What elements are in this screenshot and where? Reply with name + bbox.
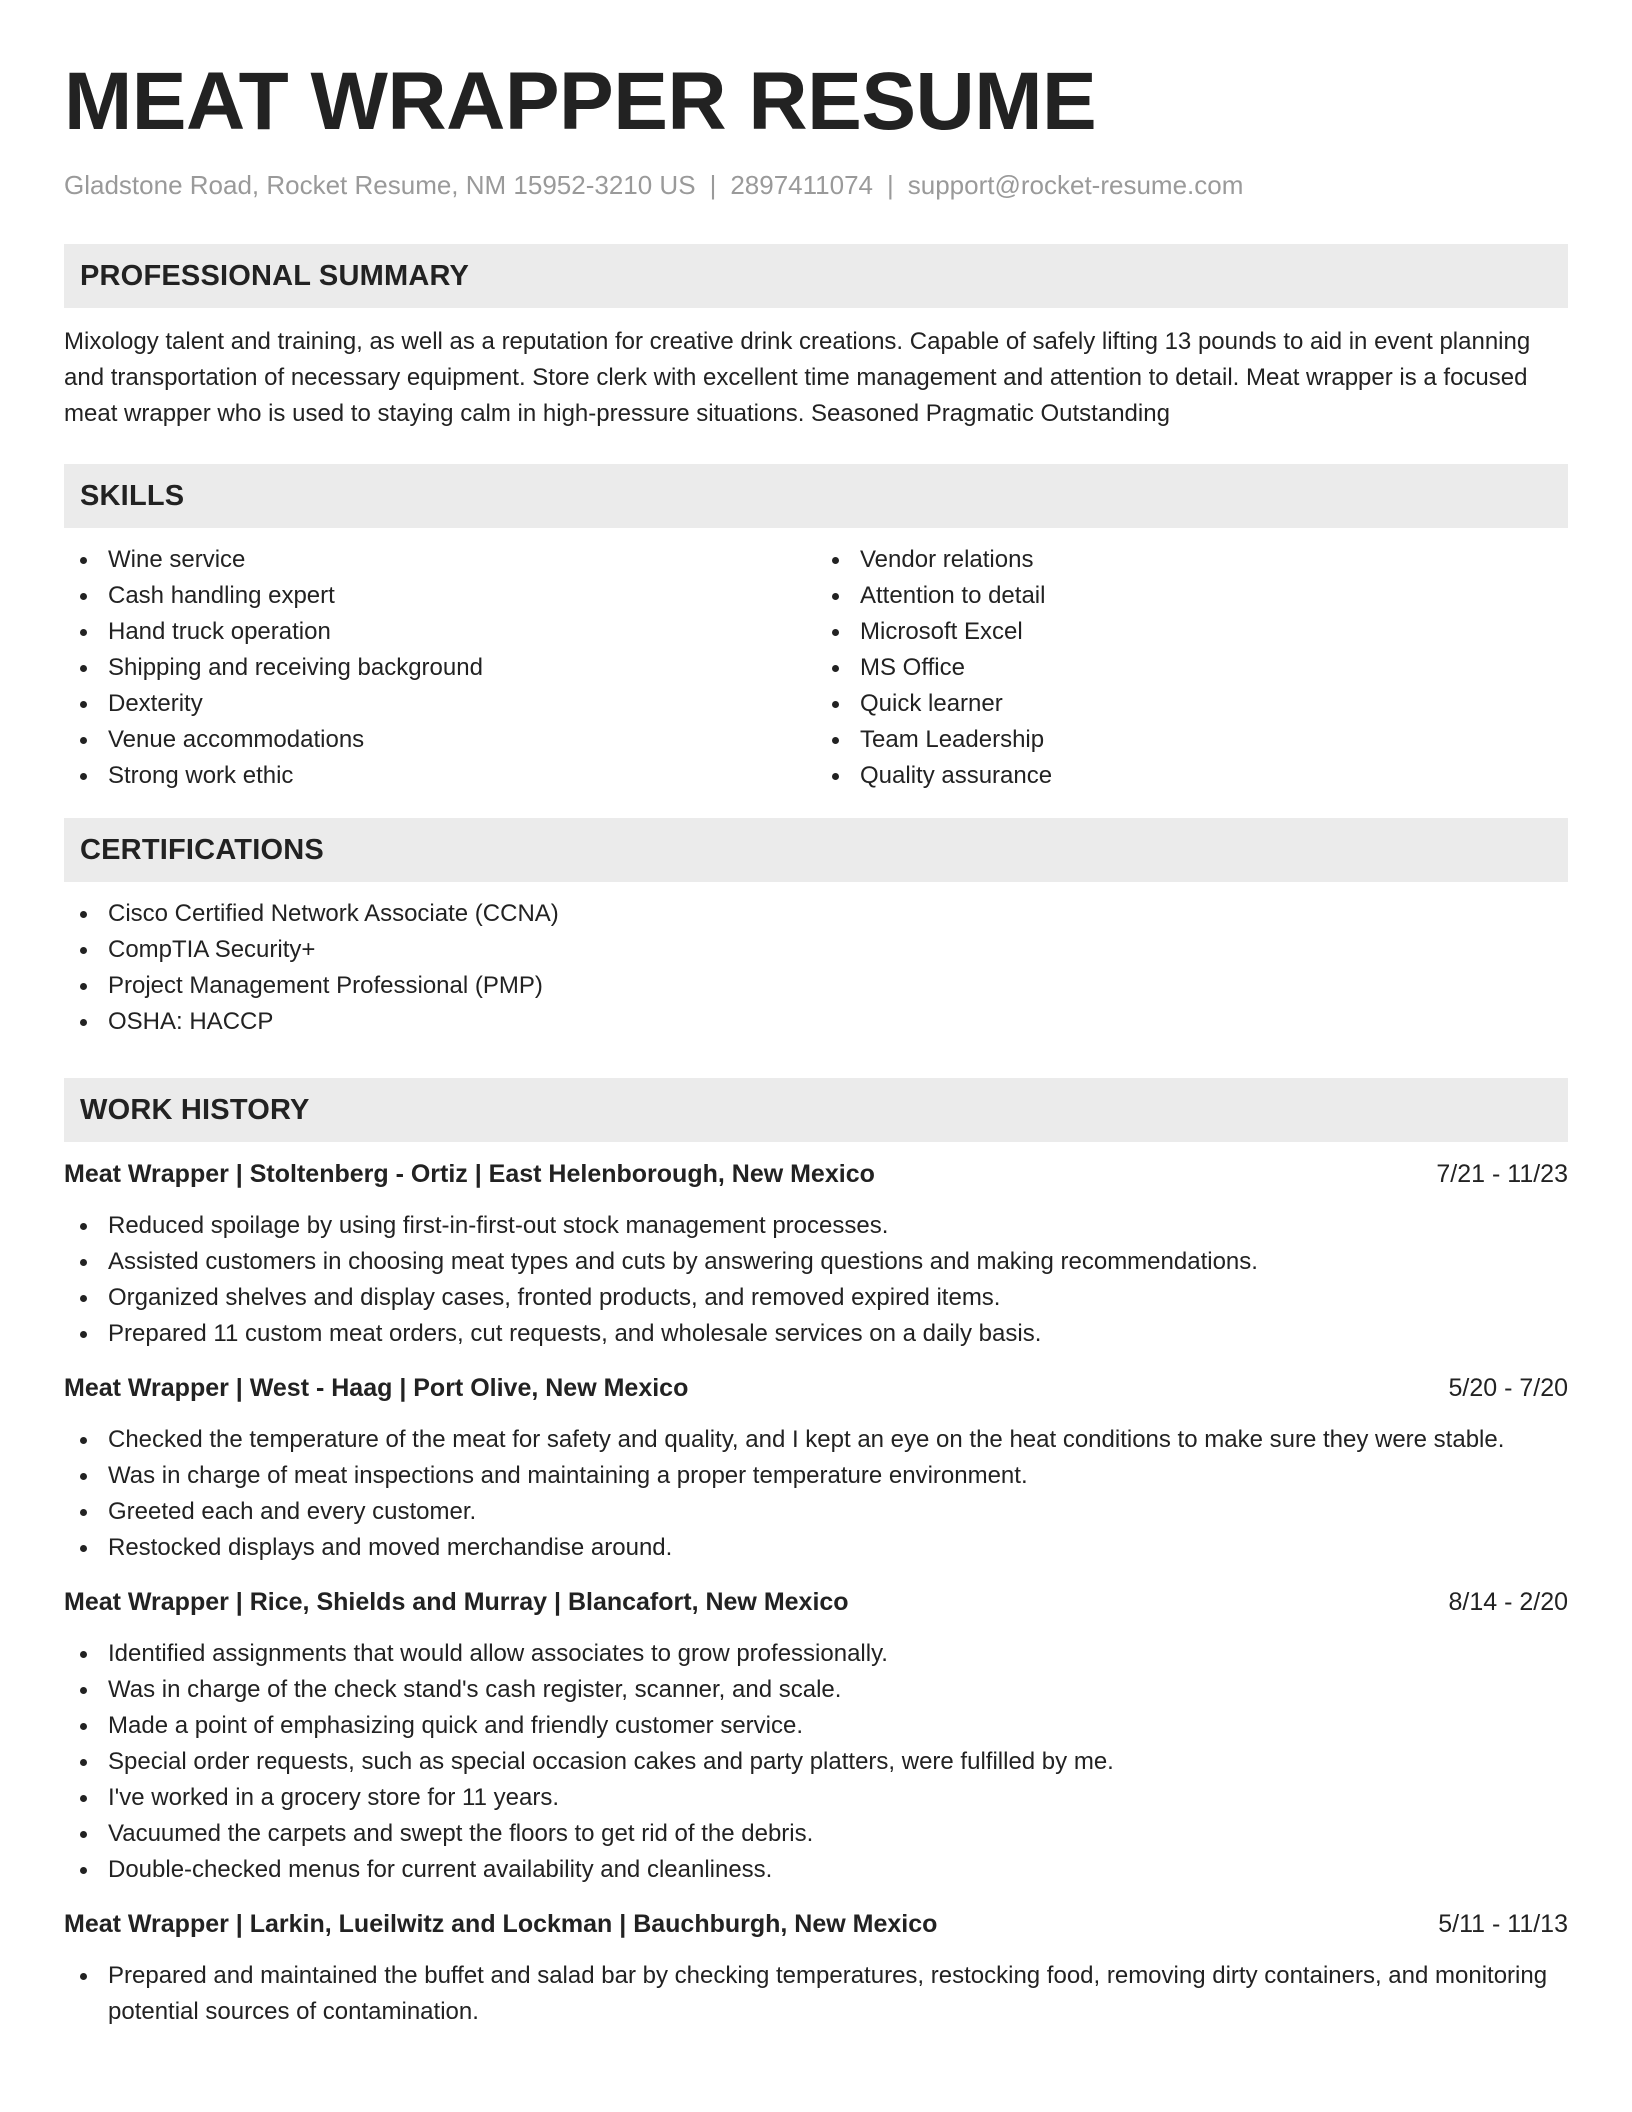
list-item: Was in charge of meat inspections and maintaining a proper temperature environment. — [64, 1458, 1568, 1494]
section-header-certifications: CERTIFICATIONS — [64, 818, 1568, 882]
list-item: OSHA: HACCP — [64, 1004, 1568, 1040]
job-entry — [64, 1906, 1568, 2030]
skills-column-right — [816, 542, 1568, 794]
job-entry — [64, 1370, 1568, 1566]
list-item: Attention to detail — [816, 578, 1568, 614]
list-item: Checked the temperature of the meat for safety and quality, and I kept an eye on the heat conditions to make sure they were stable. — [64, 1422, 1568, 1458]
list-item: Cisco Certified Network Associate (CCNA) — [64, 896, 1568, 932]
job-title: Meat Wrapper | Larkin, Lueilwitz and Lockman | Bauchburgh, New Mexico — [64, 1910, 938, 1938]
job-header — [64, 1584, 1568, 1620]
contact-email: support@rocket-resume.com — [907, 170, 1244, 200]
contact-separator: | — [709, 170, 717, 200]
list-item: Shipping and receiving background — [64, 650, 816, 686]
job-dates: 5/20 - 7/20 — [1448, 1374, 1568, 1402]
list-item: Prepared 11 custom meat orders, cut requests, and wholesale services on a daily basis. — [64, 1316, 1568, 1352]
list-item: Dexterity — [64, 686, 816, 722]
list-item: Strong work ethic — [64, 758, 816, 794]
skills-grid — [64, 542, 1568, 794]
list-item: Organized shelves and display cases, fronted products, and removed expired items. — [64, 1280, 1568, 1316]
list-item: Hand truck operation — [64, 614, 816, 650]
job-bullets — [64, 1958, 1568, 2030]
job-bullets — [64, 1636, 1568, 1888]
job-dates: 8/14 - 2/20 — [1448, 1588, 1568, 1616]
list-item: I've worked in a grocery store for 11 years. — [64, 1780, 1568, 1816]
job-bullets — [64, 1208, 1568, 1352]
contact-phone: 2897411074 — [730, 170, 873, 200]
job-header — [64, 1370, 1568, 1406]
job-header — [64, 1156, 1568, 1192]
list-item: Wine service — [64, 542, 816, 578]
list-item: Prepared and maintained the buffet and salad bar by checking temperatures, restocking food, removing dirty containers, and monitoring potential sources of contamination. — [64, 1958, 1568, 2030]
list-item: Made a point of emphasizing quick and friendly customer service. — [64, 1708, 1568, 1744]
section-header-work-history: WORK HISTORY — [64, 1078, 1568, 1142]
list-item: Team Leadership — [816, 722, 1568, 758]
contact-line — [64, 168, 1568, 202]
list-item: Greeted each and every customer. — [64, 1494, 1568, 1530]
list-item: CompTIA Security+ — [64, 932, 1568, 968]
job-header — [64, 1906, 1568, 1942]
contact-separator: | — [887, 170, 894, 200]
job-title: Meat Wrapper | West - Haag | Port Olive, New Mexico — [64, 1374, 689, 1402]
job-entry — [64, 1584, 1568, 1888]
list-item: Cash handling expert — [64, 578, 816, 614]
section-header-skills: SKILLS — [64, 464, 1568, 528]
list-item: Vendor relations — [816, 542, 1568, 578]
job-dates: 5/11 - 11/13 — [1438, 1910, 1568, 1938]
job-title: Meat Wrapper | Rice, Shields and Murray | Blancafort, New Mexico — [64, 1588, 849, 1616]
list-item: Restocked displays and moved merchandise around. — [64, 1530, 1568, 1566]
summary-text: Mixology talent and training, as well as a reputation for creative drink creations. Capable of safely lifting 13 pounds to aid in event planning and transportation of necessary equipment. Store clerk with excellent time management and attention to detail. Meat wrapper is a focused meat wrapper who is used to staying calm in high-pressure situations. Seasoned Pragmatic Outstanding — [64, 328, 1531, 427]
list-item: Double-checked menus for current availability and cleanliness. — [64, 1852, 1568, 1888]
list-item: Reduced spoilage by using first-in-first-out stock management processes. — [64, 1208, 1568, 1244]
section-header-summary: PROFESSIONAL SUMMARY — [64, 244, 1568, 308]
skills-column-left — [64, 542, 816, 794]
job-entry — [64, 1156, 1568, 1352]
list-item: Assisted customers in choosing meat types and cuts by answering questions and making recommendations. — [64, 1244, 1568, 1280]
page-title: MEAT WRAPPER RESUME — [64, 56, 1097, 147]
job-dates: 7/21 - 11/23 — [1436, 1160, 1568, 1188]
list-item: Quality assurance — [816, 758, 1568, 794]
list-item: Identified assignments that would allow associates to grow professionally. — [64, 1636, 1568, 1672]
skills-list-right — [816, 542, 1568, 794]
skills-list-left — [64, 542, 816, 794]
list-item: Project Management Professional (PMP) — [64, 968, 1568, 1004]
contact-address: Gladstone Road, Rocket Resume, NM 15952-3210 US — [64, 170, 696, 200]
certifications-list — [64, 896, 1568, 1040]
list-item: Vacuumed the carpets and swept the floors to get rid of the debris. — [64, 1816, 1568, 1852]
job-bullets — [64, 1422, 1568, 1566]
list-item: Microsoft Excel — [816, 614, 1568, 650]
job-title: Meat Wrapper | Stoltenberg - Ortiz | East Helenborough, New Mexico — [64, 1160, 875, 1188]
list-item: Special order requests, such as special occasion cakes and party platters, were fulfilled by me. — [64, 1744, 1568, 1780]
list-item: Quick learner — [816, 686, 1568, 722]
list-item: Was in charge of the check stand's cash register, scanner, and scale. — [64, 1672, 1568, 1708]
list-item: Venue accommodations — [64, 722, 816, 758]
list-item: MS Office — [816, 650, 1568, 686]
